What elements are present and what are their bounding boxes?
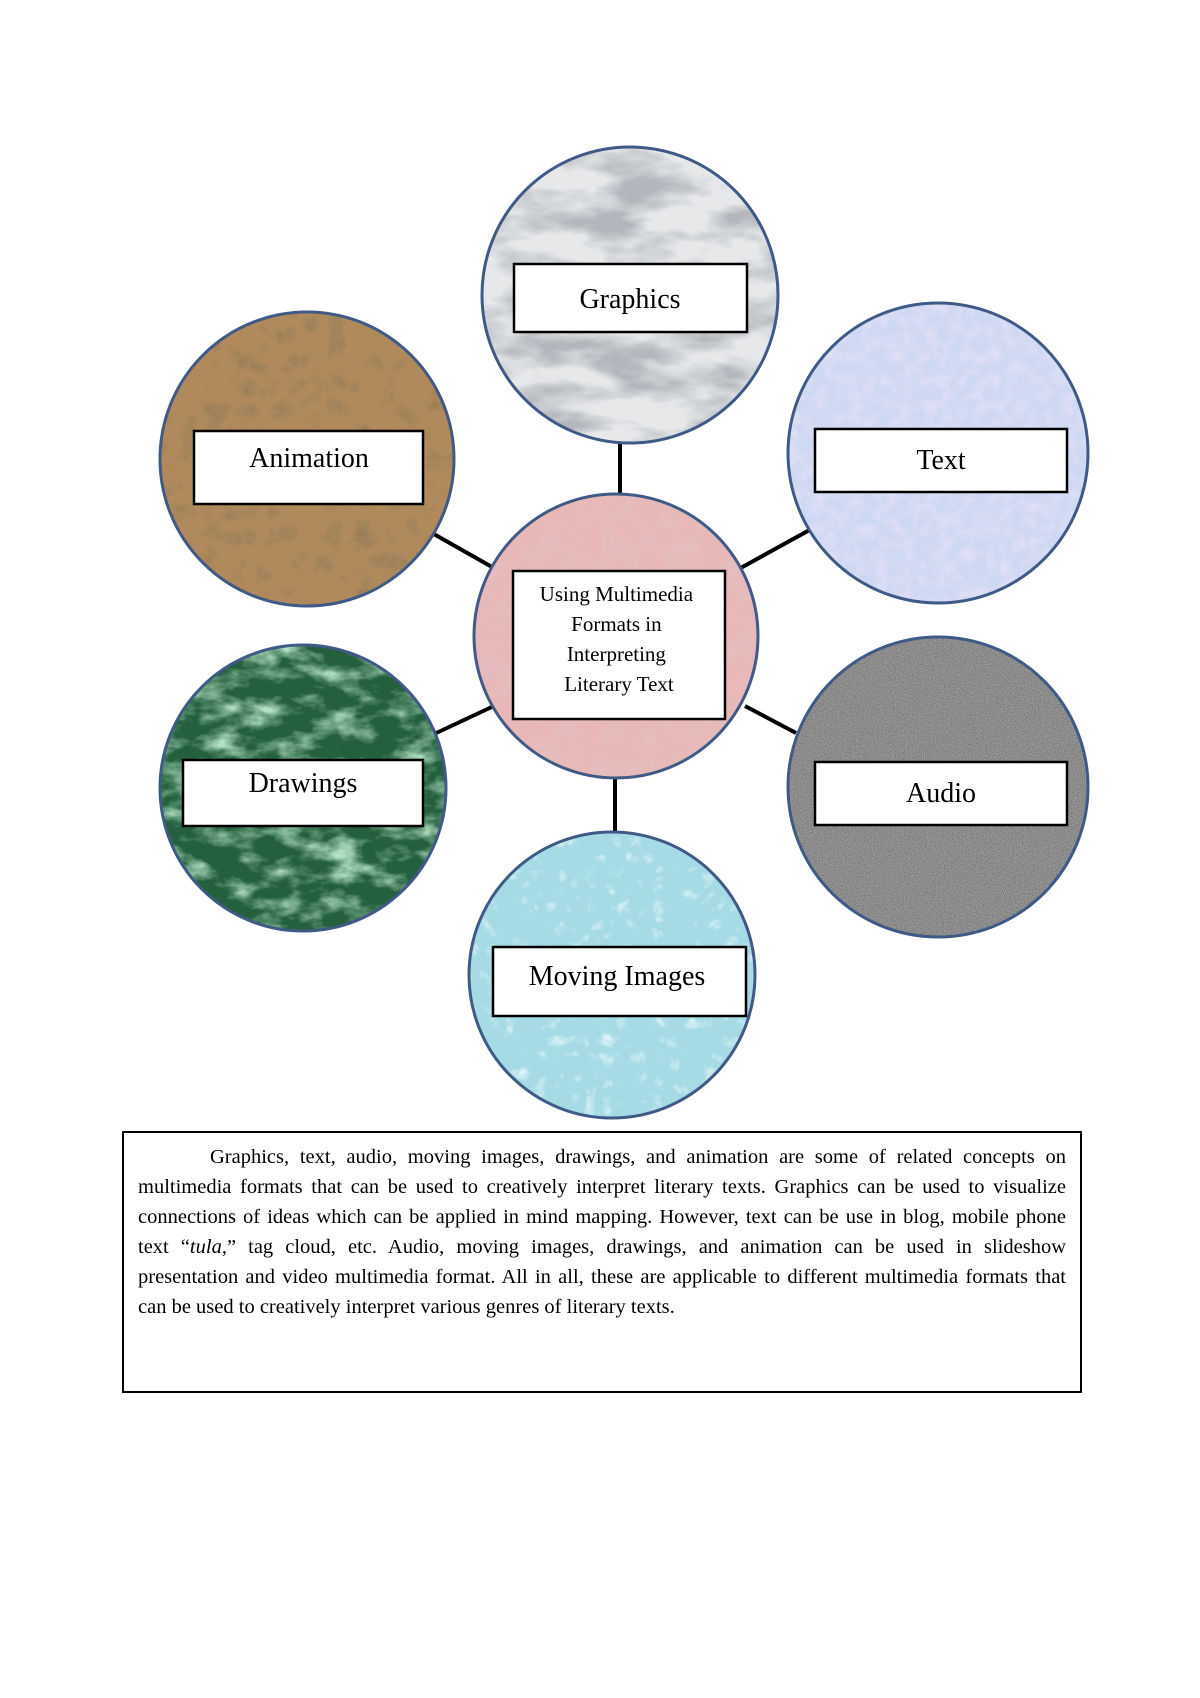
audio-label: Audio: [906, 778, 976, 809]
center-label-line-1: Using Multimedia: [539, 582, 694, 606]
node-center: [472, 492, 760, 780]
node-animation: [158, 310, 456, 608]
summary-text-box: [122, 1131, 1082, 1393]
node-moving-images: [467, 830, 757, 1120]
summary-paragraph: [138, 1142, 1066, 1322]
drawings-label: Drawings: [248, 768, 358, 799]
text-label: Text: [916, 445, 966, 476]
graphics-label: Graphics: [579, 284, 681, 315]
node-audio: [786, 635, 1090, 939]
summary-text-italic: tula,: [189, 1236, 227, 1258]
center-label-line-4: Literary Text: [564, 672, 674, 696]
moving-images-label: Moving Images: [528, 961, 706, 992]
connector-audio: [745, 706, 796, 733]
center-label-line-3: Interpreting: [566, 642, 666, 666]
summary-text-after: ” tag cloud, etc. Audio, moving images, drawings, and animation can be used in slideshow presentation and video multimedia format. All in all, these are applicable to different multimedia formats that can be used to creatively interpret various genres of literary texts.: [138, 1236, 1066, 1318]
connector-animation: [432, 533, 492, 567]
connector-drawings: [432, 705, 496, 735]
animation-label: Animation: [249, 443, 369, 474]
node-graphics: [480, 145, 780, 445]
node-text: [786, 301, 1090, 605]
summary-text-before: Graphics, text, audio, moving images, drawings, and animation are some of related concepts on multimedia formats that can be used to creatively interpret literary texts. Graphics can be used to visualize connections of ideas which can be applied in mind mapping. However, text can be use in blog, mobile phone text “: [138, 1146, 1066, 1258]
center-label-line-2: Formats in: [571, 612, 662, 636]
connector-text: [737, 527, 815, 570]
node-drawings: [158, 643, 448, 933]
